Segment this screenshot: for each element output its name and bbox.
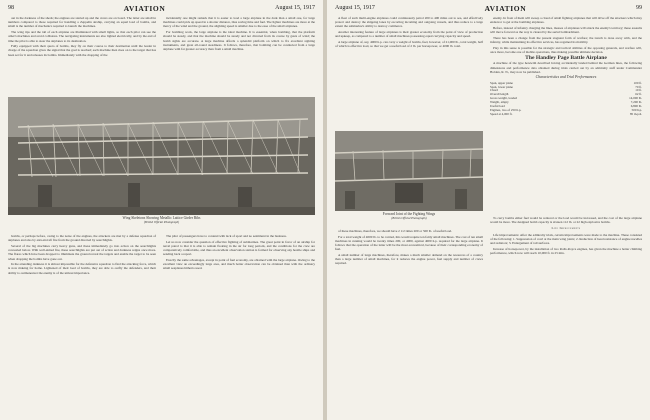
left-page-header: [8, 3, 315, 13]
paragraph: Life improvements: After the admiralty trials, certain improvements were made to the machine. These consisted of the following: 1. Suppression of cowl at the main wing joints; 2. Reduction of head resistance of engine nacelles and radiators; 3. Enlargement of tail surfaces.: [490, 232, 642, 246]
right-col1-bottom: [335, 229, 483, 414]
caption-credit: (British Official Photograph): [143, 220, 180, 224]
caption-credit: (British Official Photograph): [391, 216, 427, 220]
left-col1-bottom: [8, 234, 156, 414]
right-page-title: AVIATION: [484, 3, 527, 13]
spec-value: 10 ft.: [635, 88, 642, 93]
left-page: [0, 0, 323, 420]
paragraph: incidentally one might remark that it is easier to load a large airplane in the dark than a small one, for large machines could pick up speed in a shorter distance, thus saving time and fuel. The lighter machines are more at the mercy of the wind and the ground, the alighting speed is smaller due to the ease of the small airplanes.: [163, 16, 315, 29]
paragraph: Let us now consider the question of effective fighting of submarines. The great point in favor of an airship for naval patrol is that it is able to remain floating in the air for long periods, and the conditions for the crew are comparatively comfortable, and thus an excellent observation station is formed for observing any hostile ships and sending back a report.: [163, 239, 315, 257]
paragraph: bombs, or perhaps before, owing to the noise of the engines, the attackers are met by a defense squadron of airplanes and also by anti-aircraft fire from the ground directed by searchlights.: [8, 234, 156, 243]
spec-value: 85 m.p.h.: [629, 111, 642, 116]
caption-text: Forward Joint of the Fighting Wings: [382, 212, 436, 216]
spec-value: 6,800 lb.: [630, 104, 642, 109]
left-page-number: 98: [8, 5, 14, 11]
spec-value: 7,200 lb.: [630, 100, 642, 105]
paragraph: There has been a change from the present stagnant form of warfare; the trench is done away with, and the infantry, while maintaining its effective services, has regained its mobility.: [490, 35, 642, 45]
paragraph: A large airplane of, say, 4000 h.p. can carry a weight of bombs, fuel, however, of 21,000 lb., total weight, half of which is effective load, so that we get a useful load of 2 lb. per horsepower, or 4000 lb. total.: [335, 40, 483, 49]
spec-row: [490, 113, 642, 117]
spec-label: Chord: [490, 88, 498, 93]
spec-value: 62 ft.: [635, 92, 642, 97]
right-page: [327, 0, 650, 420]
paragraph: Exactly the same advantages, except in point of fuel economy, are obtained with the large airplane. Owing to the excellent view an exceedingly large area, and much better observation can be obtained than with the ordinary small seaplanes hitherto used.: [163, 258, 315, 271]
right-page-header: [335, 3, 642, 13]
right-col1-top: [335, 16, 483, 128]
wing-joint-photo: [335, 131, 483, 211]
left-col2-bottom: [163, 234, 315, 414]
wing-skeleton-photo-figure: [8, 97, 315, 229]
left-page-date: August 15, 1917: [275, 5, 315, 11]
paragraph: For a total weight of 4000 lb. to be carried, this would require ten fairly small machines. The cost of ten small machines in running would be twenty times 200, or 4000, against 4000 h.p. required for the large airplane. It follows that the operation of the latter will be the most economical, because of their corresponding economy of fuel.: [335, 234, 483, 252]
paragraph: Before, instead of infantry charging the lines, masses of airplanes will attack the enemy's territory; these assaults will move forward as the way is cleared by the aerial bombardment.: [490, 25, 642, 35]
specs-title: Characteristics and Trial Performances: [535, 75, 597, 80]
paragraph: Increase of horsepower, by the installation of two Rolls-Royce engines, has given the machine a better climbing performance, which now will reach 10,000 ft. in 25 min.: [490, 246, 642, 255]
section-title: The Handley Page Battle Airplane: [525, 55, 607, 62]
section-lead: A machine of the type herewith described having accidentally landed behind the German lines, the following dimensions and performance data obtained during trials carried out by an admiralty staff under Commander Holden, R. N., may now be published.: [490, 61, 642, 74]
small-heading: Life Improvements: [551, 226, 581, 231]
spec-value: 70 ft.: [635, 84, 642, 89]
spec-label: Overall length: [490, 92, 509, 97]
right-page-date: August 15, 1917: [335, 5, 375, 11]
spec-label: Engines, two of 250 h.p.: [490, 107, 522, 112]
paragraph: Fully equipped with their quota of bombs, they fly on their course to their destination until the leader in charge of the squadron gives the signal that the goal is reached; each machine then rises on to the target that has been set for it and releases its bombs. Immediately with the dropping of the: [8, 44, 156, 57]
wing-joint-caption: [335, 212, 483, 220]
spec-value: 14,000 lb.: [629, 96, 642, 101]
spec-value: 100 ft.: [633, 80, 642, 85]
paragraph: Another interesting feature of large airplanes is their greater economy from the point of view of production and upkeep, as compared to a number of small machines possessing equal carrying capacity and speed.: [335, 30, 483, 39]
right-col2-bottom: [490, 216, 642, 414]
spec-label: Span, upper plane: [490, 80, 513, 85]
spec-label: Weight, empty: [490, 100, 509, 105]
spec-value: 500 h.p.: [631, 107, 642, 112]
right-page-number: 99: [636, 5, 642, 11]
caption-text: Wing Skeletons Showing Metallic Lattice Girder Ribs: [122, 216, 201, 220]
paragraph: For bombing work, the large airplane is the ideal machine. It is essential, when bombing, that the platform should be steady, and that the machine should be steady and not diverted from its course by gusts of wind; the bomb sights are accurate. A large machine affords a splendid platform on which to fix excellent sighting instruments, and great all-round steadiness. It follows, therefore, that bombing can be conducted from a large airplane with far greater accuracy than from a small machine.: [163, 30, 315, 51]
wing-skeleton-photo: [8, 97, 315, 215]
paragraph: The pilot of passengers have to contend with lack of sport and no sentiment in the business.: [166, 234, 287, 238]
paragraph: The wing tips and the tail of each airplane are illuminated with small lights, so that each pilot can see the other's machines and avoid collisions. The navigating instruments are also lighted electrically, and by the end of time the pilot is able to steer the airplanes to its destination.: [8, 30, 156, 43]
left-col1-top: [8, 16, 156, 94]
spec-label: Speed at 4,000 ft.: [490, 111, 513, 116]
paragraph: out in the darkness of the sheds; the engines are started up and the crews are on board. The latter are small in numbers compared to those required for handling a Zeppelin airship, carrying an equal load of bombs, and small is the number of mechanics required to launch the machines.: [8, 16, 156, 29]
paragraph: A small number of large machines, therefore, makes a much smaller demand on the resources of a country than a large number of small machines, for it reduces the engine power, fuel supply and number of crews required.: [335, 253, 483, 266]
specs-table: [490, 82, 642, 117]
spec-label: Useful load: [490, 104, 505, 109]
spec-label: Gross weight, loaded: [490, 96, 518, 101]
paragraph: In the attending darkness it is almost impossible for the defensive squadron to find the attacking force, which is now making for home. Lightened of their load of bombs, they are able to outfly the defenders, and their ability to outmaneuver the enemy is of the utmost importance.: [8, 262, 156, 275]
left-col2-top: [163, 16, 315, 94]
paragraph: Several of the big machines carry heavy guns, and these immediately go into action on the searchlights concealed below. With well-aimed fire, these searchlights are put out of action and darkness reigns once more. The flares which have been dropped to illuminate the ground reveal the targets and enable the target to be seen when dropping the bombs have gone out.: [8, 243, 156, 261]
paragraph: To carry bombs either fuel would be reduced or the load would be increased, and the cost of the large airplane would be more. The designed bomb capacity is sixteen 112 lb. or 22 high explosive bombs.: [490, 216, 642, 225]
paragraph: Play in this sense is possible for the strategic and tactical abilities of the opposing generals, and warfare will, once more, become one of mobile operations, thus making possible ultimate decision.: [490, 45, 642, 54]
paragraph: A fleet of such multi-engine airplanes could continuously patrol 200 to 400 miles out to sea, and effectively protect and destroy the shipping lanes by escorting incoming and outgoing vessels, and thus reduce to a large extent the submarine's ability to destroy commerce.: [335, 16, 483, 29]
left-page-title: AVIATION: [123, 3, 166, 13]
spec-label: Span, lower plane: [490, 84, 513, 89]
wing-joint-photo-figure: [335, 131, 483, 225]
right-col2-top: [490, 16, 642, 212]
wing-skeleton-caption: [8, 216, 315, 224]
paragraph: enemy. In front of them will sweep a cloud of small fighting airplanes that will drive off the attackers which may endeavor to get at the bombing airplanes.: [490, 16, 642, 25]
paragraph: of these machines, therefore, we should have 2 1/2 times 200 or 500 lb. of useful load.: [338, 229, 452, 233]
